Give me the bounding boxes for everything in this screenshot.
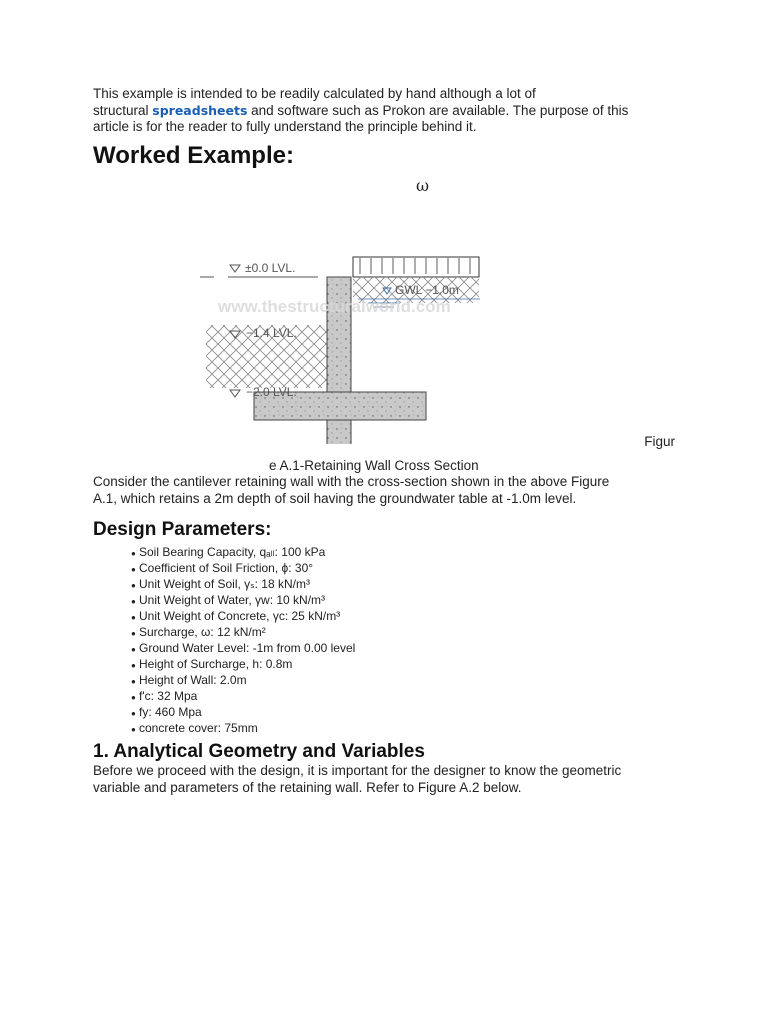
list-item: ● Unit Weight of Soil, γₛ: 18 kN/m³ xyxy=(131,577,310,591)
intro-line-2-post: and software such as Prokon are available. The purpose of this xyxy=(247,102,629,118)
design-parameters-heading: Design Parameters: xyxy=(93,519,272,540)
figure-caption: e A.1-Retaining Wall Cross Section xyxy=(269,457,479,473)
watermark: www.thestructuralworld.com xyxy=(218,296,451,316)
list-item: ● Unit Weight of Water, γw: 10 kN/m³ xyxy=(131,593,326,607)
section-1-heading: 1. Analytical Geometry and Variables xyxy=(93,741,425,762)
level-mid-label: −1.4 LVL. xyxy=(246,325,297,340)
description-line-2: A.1, which retains a 2m depth of soil having the groundwater table at -1.0m level. xyxy=(93,490,577,506)
article xyxy=(93,86,683,796)
worked-example-heading: Worked Example: xyxy=(93,141,294,169)
spreadsheets-link[interactable]: spreadsheets xyxy=(152,102,248,118)
level-top-marker xyxy=(200,261,318,277)
description-line-1: Consider the cantilever retaining wall with the cross-section shown in the above Figure xyxy=(93,474,610,489)
surcharge-load-box xyxy=(353,257,479,277)
gwl-label: GWL −1.0m xyxy=(395,282,459,297)
section-1-line-1: Before we proceed with the design, it is important for the designer to know the geometric xyxy=(93,763,622,778)
surcharge-symbol: ω xyxy=(416,175,430,195)
intro-line-1: This example is intended to be readily calculated by hand although a lot of xyxy=(93,86,536,101)
list-item: ● Soil Bearing Capacity, qₐₗₗ: 100 kPa xyxy=(131,545,326,559)
list-item: ● f'c: 32 Mpa xyxy=(131,689,198,703)
description-paragraph xyxy=(93,474,683,507)
figure-a1 xyxy=(93,170,683,458)
list-item: ● concrete cover: 75mm xyxy=(131,721,258,735)
level-bot-label: −2.0 LVL. xyxy=(246,384,297,399)
intro-line-2-pre: structural xyxy=(93,102,153,118)
intro-paragraph xyxy=(93,86,683,136)
list-item: ● fy: 460 Mpa xyxy=(131,705,202,719)
design-parameters-list xyxy=(131,545,683,737)
list-item: ● Height of Surcharge, h: 0.8m xyxy=(131,657,293,671)
intro-line-3: article is for the reader to fully understand the principle behind it. xyxy=(93,119,477,134)
list-item: ● Unit Weight of Concrete, γc: 25 kN/m³ xyxy=(131,609,341,623)
level-top-label: ±0.0 LVL. xyxy=(245,260,296,275)
list-item: ● Height of Wall: 2.0m xyxy=(131,673,247,687)
section-1-line-2: variable and parameters of the retaining wall. Refer to Figure A.2 below. xyxy=(93,779,522,795)
list-item: ● Coefficient of Soil Friction, ϕ: 30° xyxy=(131,561,314,575)
surcharge-arrows xyxy=(360,258,470,274)
caption-tail: Figur xyxy=(644,433,675,449)
section-1-paragraph xyxy=(93,763,683,796)
retaining-wall-diagram xyxy=(200,174,500,444)
list-item: ● Ground Water Level: -1m from 0.00 level xyxy=(131,641,356,655)
list-item: ● Surcharge, ω: 12 kN/m² xyxy=(131,625,266,639)
